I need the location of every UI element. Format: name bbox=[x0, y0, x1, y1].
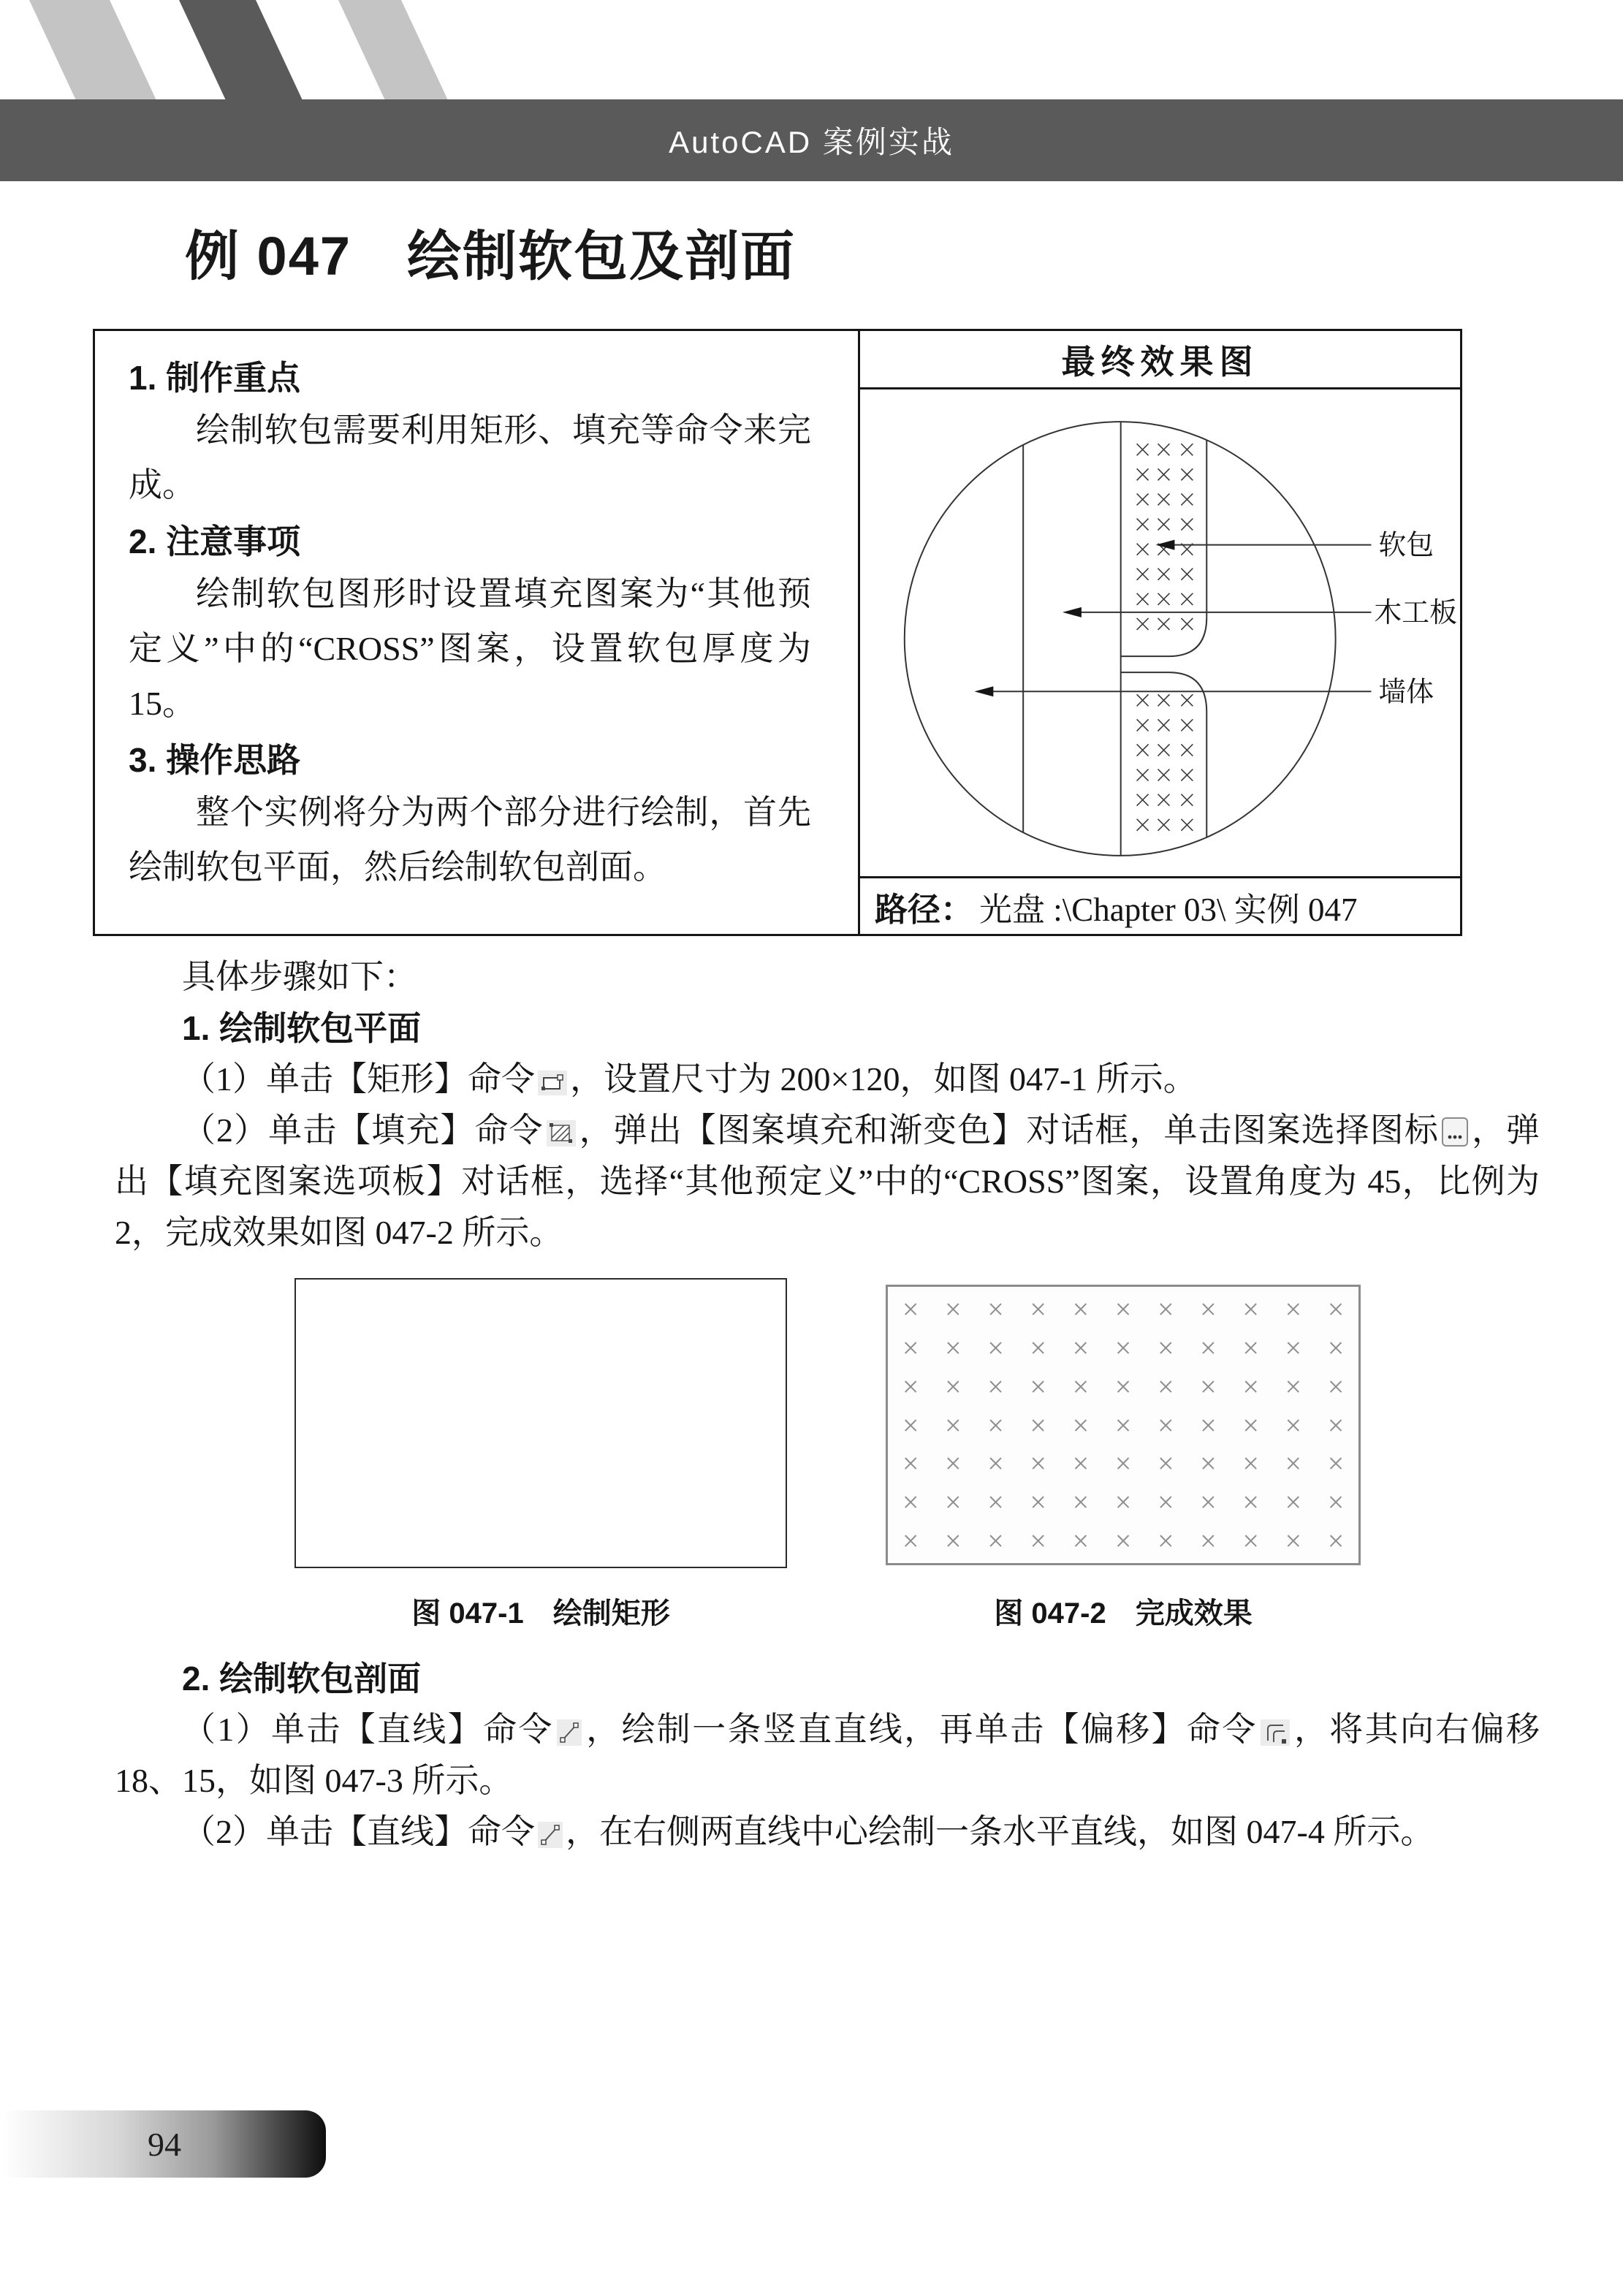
cross-mark: × bbox=[1157, 1331, 1174, 1364]
step-paragraph: （2）单击【直线】命令 ，在右侧两直线中心绘制一条水平直线，如图 047-4 所示。 bbox=[182, 1813, 1434, 1850]
cross-mark: × bbox=[902, 1369, 919, 1403]
cross-mark: × bbox=[987, 1486, 1004, 1519]
cross-mark: × bbox=[1327, 1292, 1345, 1326]
effect-panel bbox=[860, 331, 1460, 934]
cross-mark: × bbox=[987, 1369, 1004, 1403]
cross-mark: × bbox=[1114, 1331, 1132, 1364]
cross-mark: × bbox=[902, 1524, 919, 1558]
cross-mark: × bbox=[1285, 1331, 1302, 1364]
cross-mark: × bbox=[1030, 1369, 1046, 1403]
cross-mark: × bbox=[945, 1524, 962, 1558]
cross-mark: × bbox=[1157, 1369, 1174, 1403]
hatch-row bbox=[889, 1406, 1357, 1445]
stripe-icon bbox=[29, 0, 156, 100]
cross-mark: × bbox=[1242, 1292, 1259, 1326]
cross-mark: × bbox=[902, 1486, 919, 1519]
info-section-text: 绘制软包图形时设置填充图案为“其他预定义”中的“CROSS”图案，设置软包厚度为 15。 bbox=[129, 575, 811, 722]
cross-mark: × bbox=[902, 1331, 919, 1364]
cross-mark: × bbox=[1242, 1447, 1259, 1480]
cross-mark: × bbox=[902, 1447, 919, 1480]
cross-mark: × bbox=[902, 1292, 919, 1326]
step-paragraph: （1）单击【直线】命令 ，绘制一条竖直直线，再单击【偏移】命令 ，将其向右偏移 18、15，如图 047-3 所示。 bbox=[115, 1711, 1540, 1799]
cross-mark: × bbox=[1327, 1486, 1345, 1519]
stripe-icon bbox=[179, 0, 303, 100]
line-command-icon bbox=[557, 1719, 582, 1746]
cross-mark: × bbox=[1200, 1524, 1217, 1558]
detail-circle bbox=[905, 422, 1336, 856]
cross-mark: × bbox=[1200, 1292, 1217, 1326]
header-title: AutoCAD 案例实战 bbox=[669, 125, 954, 159]
step-paragraph: （2）单击【填充】命令 ，弹出【图案填充和渐变色】对话框，单击图案选择图标 ，弹出【填充图案选项板】对话框，选择“其他预定义”中的“CROSS”图案，设置角度为 45，比例为 2，完成效果如图 047-2 所示。 bbox=[115, 1111, 1540, 1251]
stripe-icon bbox=[338, 0, 448, 100]
cross-mark: × bbox=[1072, 1524, 1090, 1558]
cross-mark: × bbox=[987, 1447, 1004, 1480]
hatch-row bbox=[889, 1444, 1357, 1483]
cross-mark: × bbox=[1327, 1524, 1345, 1558]
cross-mark: × bbox=[1072, 1447, 1090, 1480]
hatch-row bbox=[889, 1483, 1357, 1521]
diagram-label: 墙体 bbox=[1378, 677, 1434, 708]
cross-mark: × bbox=[1242, 1524, 1259, 1558]
cross-mark: × bbox=[1157, 1486, 1174, 1519]
path-value: 光盘 :\Chapter 03\ 实例 047 bbox=[979, 891, 1358, 928]
cross-mark: × bbox=[945, 1369, 962, 1403]
cross-mark: × bbox=[1285, 1486, 1302, 1519]
cross-mark: × bbox=[945, 1486, 962, 1519]
hatch-row bbox=[889, 1328, 1357, 1367]
step-heading: 2. 绘制软包剖面 bbox=[182, 1660, 422, 1698]
figure-1-rectangle bbox=[294, 1278, 787, 1568]
cross-mark: × bbox=[1200, 1369, 1217, 1403]
break-curve-lower bbox=[1121, 672, 1207, 837]
footer-page-bar bbox=[3, 2110, 326, 2178]
cross-mark: × bbox=[1285, 1369, 1302, 1403]
cross-mark: × bbox=[1200, 1486, 1217, 1519]
steps-block-2 bbox=[115, 1653, 1540, 1858]
cross-mark: × bbox=[1114, 1408, 1132, 1442]
info-left-panel bbox=[95, 331, 860, 934]
cross-mark: × bbox=[1030, 1524, 1046, 1558]
effect-diagram-area bbox=[860, 389, 1460, 876]
hatch-row bbox=[889, 1367, 1357, 1406]
cross-mark: × bbox=[1072, 1292, 1090, 1326]
figure-2-caption: 图 047-2 完成效果 bbox=[994, 1597, 1253, 1630]
cross-mark: × bbox=[1114, 1524, 1132, 1558]
cross-mark: × bbox=[1285, 1292, 1302, 1326]
steps-block-1 bbox=[115, 951, 1540, 1258]
cross-mark: × bbox=[1114, 1292, 1132, 1326]
cross-mark: × bbox=[1285, 1447, 1302, 1480]
label-arrow-wall bbox=[974, 677, 1434, 707]
cross-mark: × bbox=[1072, 1486, 1090, 1519]
cross-mark: × bbox=[1157, 1408, 1174, 1442]
line-command-icon bbox=[538, 1822, 563, 1848]
arrowhead-icon bbox=[1063, 607, 1082, 617]
cross-mark: × bbox=[1327, 1331, 1345, 1364]
path-label: 路径： bbox=[875, 890, 974, 928]
cross-mark: × bbox=[1242, 1408, 1259, 1442]
arrowhead-icon bbox=[974, 686, 993, 696]
cross-mark: × bbox=[1114, 1369, 1132, 1403]
info-section-heading: 3. 操作思路 bbox=[129, 741, 301, 779]
info-sections bbox=[129, 353, 811, 894]
label-arrow-soft-pack bbox=[1156, 531, 1434, 561]
cross-mark: × bbox=[1285, 1524, 1302, 1558]
cross-mark: × bbox=[1072, 1331, 1090, 1364]
cross-mark: × bbox=[1030, 1486, 1046, 1519]
effect-header: 最终效果图 bbox=[860, 331, 1460, 389]
cross-mark: × bbox=[1114, 1486, 1132, 1519]
cross-mark: × bbox=[1030, 1408, 1046, 1442]
figure2-hatch-grid bbox=[886, 1285, 1361, 1565]
cross-mark: × bbox=[1157, 1292, 1174, 1326]
page-title: 例 047 绘制软包及剖面 bbox=[185, 226, 797, 286]
page-number: 94 bbox=[148, 2125, 181, 2163]
cross-mark: × bbox=[1200, 1408, 1217, 1442]
hatch-row bbox=[889, 1290, 1357, 1328]
page-header-bar bbox=[0, 99, 1623, 181]
cross-mark: × bbox=[1242, 1486, 1259, 1519]
cross-mark: × bbox=[1200, 1331, 1217, 1364]
cross-mark: × bbox=[987, 1331, 1004, 1364]
rectangle-command-icon bbox=[538, 1071, 567, 1095]
hatch-row bbox=[889, 1521, 1357, 1560]
label-arrow-wood-board bbox=[1063, 598, 1457, 628]
cross-mark: × bbox=[1285, 1408, 1302, 1442]
cross-mark: × bbox=[945, 1331, 962, 1364]
cross-mark: × bbox=[1327, 1408, 1345, 1442]
info-box bbox=[93, 329, 1462, 936]
cross-mark: × bbox=[1157, 1524, 1174, 1558]
final-effect-diagram bbox=[860, 389, 1460, 876]
diagram-label: 软包 bbox=[1378, 530, 1434, 561]
cross-hatch-marks bbox=[1137, 444, 1193, 831]
cross-mark: × bbox=[1030, 1447, 1046, 1480]
cross-mark: × bbox=[987, 1408, 1004, 1442]
path-row bbox=[860, 876, 1460, 934]
step-paragraph: （1）单击【矩形】命令 ，设置尺寸为 200×120，如图 047-1 所示。 bbox=[182, 1060, 1197, 1098]
cross-mark: × bbox=[945, 1408, 962, 1442]
cross-mark: × bbox=[1327, 1369, 1345, 1403]
figure-1-caption: 图 047-1 绘制矩形 bbox=[411, 1597, 670, 1630]
offset-command-icon bbox=[1261, 1719, 1290, 1746]
cross-mark: × bbox=[1327, 1447, 1345, 1480]
cross-mark: × bbox=[1030, 1331, 1046, 1364]
cross-mark: × bbox=[1030, 1292, 1046, 1326]
step-paragraph: 具体步骤如下： bbox=[182, 958, 417, 995]
cross-mark: × bbox=[1242, 1331, 1259, 1364]
browse-pattern-icon bbox=[1442, 1117, 1468, 1147]
cross-mark: × bbox=[945, 1447, 962, 1480]
hatch-command-icon bbox=[547, 1120, 576, 1147]
cross-mark: × bbox=[945, 1292, 962, 1326]
cross-mark: × bbox=[902, 1408, 919, 1442]
cross-mark: × bbox=[1072, 1408, 1090, 1442]
diagram-label: 木工板 bbox=[1374, 597, 1457, 628]
cross-mark: × bbox=[987, 1292, 1004, 1326]
cross-mark: × bbox=[1242, 1369, 1259, 1403]
cross-mark: × bbox=[1200, 1447, 1217, 1480]
step-heading: 1. 绘制软包平面 bbox=[182, 1009, 422, 1047]
info-section-heading: 2. 注意事项 bbox=[129, 522, 301, 560]
info-section-text: 绘制软包需要利用矩形、填充等命令来完成。 bbox=[129, 411, 811, 503]
cross-mark: × bbox=[1072, 1369, 1090, 1403]
cross-mark: × bbox=[1157, 1447, 1174, 1480]
info-section-heading: 1. 制作重点 bbox=[129, 359, 301, 397]
cross-mark: × bbox=[1114, 1447, 1132, 1480]
info-section-text: 整个实例将分为两个部分进行绘制，首先绘制软包平面，然后绘制软包剖面。 bbox=[129, 794, 811, 886]
cross-mark: × bbox=[987, 1524, 1004, 1558]
